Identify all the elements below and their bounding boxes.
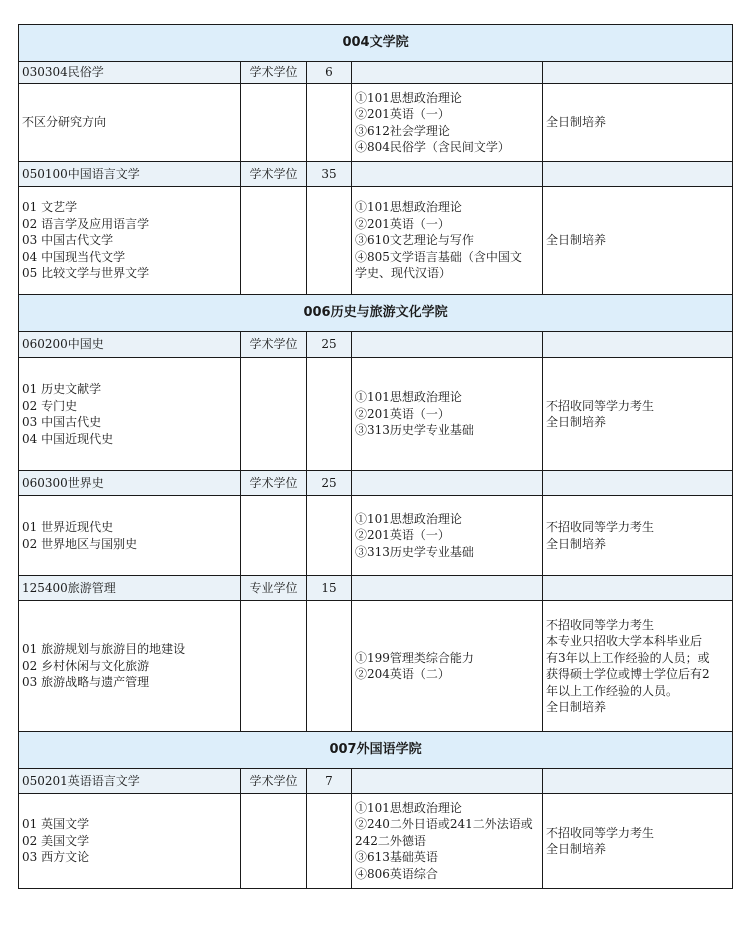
empty-cell	[241, 496, 307, 576]
major-row	[19, 576, 733, 601]
degree-type: 专业学位	[241, 576, 307, 601]
exam-subjects	[352, 84, 543, 162]
enrollment-count: 7	[307, 769, 352, 794]
degree-type: 学术学位	[241, 332, 307, 358]
research-directions-line: 02 美国文学	[22, 833, 90, 848]
remarks	[543, 84, 733, 162]
exam-subjects-line: ②201英语（一）	[355, 107, 450, 121]
exam-subjects-line: ③612社会学理论	[355, 123, 450, 138]
enrollment-count: 35	[307, 162, 352, 187]
degree-type: 学术学位	[241, 62, 307, 84]
exam-subjects-line: ①199管理类综合能力	[355, 650, 474, 665]
empty-cell	[352, 769, 543, 794]
empty-cell	[307, 601, 352, 732]
research-directions-line: 03 中国古代文学	[22, 233, 114, 248]
research-directions-line: 02 世界地区与国别史	[22, 536, 138, 551]
major-detail-row	[19, 187, 733, 295]
research-directions-line: 03 西方文论	[22, 850, 90, 865]
research-directions-line: 01 历史文献学	[22, 382, 102, 396]
college-name: 004文学院	[19, 25, 733, 62]
remarks-line: 本专业只招收大学本科毕业后	[546, 634, 703, 648]
research-directions-line: 03 旅游战略与遗产管理	[22, 675, 150, 690]
major-row	[19, 62, 733, 84]
empty-cell	[352, 471, 543, 496]
remarks	[543, 794, 733, 889]
empty-cell	[307, 496, 352, 576]
degree-type: 学术学位	[241, 162, 307, 187]
major-code-name: 125400旅游管理	[19, 576, 241, 601]
remarks-line: 全日制培养	[546, 415, 607, 429]
research-directions-line: 01 世界近现代史	[22, 520, 114, 534]
research-directions-line: 05 比较文学与世界文学	[22, 266, 150, 281]
empty-cell	[543, 62, 733, 84]
exam-subjects-line: ②201英语（一）	[355, 406, 450, 421]
research-directions-line: 03 中国古代史	[22, 415, 102, 429]
remarks-line: 全日制培养	[546, 233, 607, 248]
exam-subjects-line: ①101思想政治理论	[355, 390, 462, 405]
major-row	[19, 471, 733, 496]
exam-subjects-line: ③313历史学专业基础	[355, 423, 474, 438]
remarks	[543, 601, 733, 732]
exam-subjects-line: 242二外德语	[355, 833, 426, 848]
empty-cell	[543, 471, 733, 496]
exam-subjects	[352, 496, 543, 576]
empty-cell	[307, 187, 352, 295]
exam-subjects-line: ④805文学语言基础（含中国文	[355, 249, 522, 264]
empty-cell	[543, 332, 733, 358]
major-row	[19, 162, 733, 187]
remarks-line: 不招收同等学力考生	[546, 398, 655, 413]
major-detail-row	[19, 84, 733, 162]
research-directions-line: 01 旅游规划与旅游目的地建设	[22, 642, 186, 657]
major-detail-row	[19, 794, 733, 889]
college-header-row	[19, 295, 733, 332]
empty-cell	[241, 601, 307, 732]
exam-subjects-line: ④806英语综合	[355, 866, 438, 881]
remarks-line: 全日制培养	[546, 536, 607, 551]
empty-cell	[543, 769, 733, 794]
exam-subjects-line: ③610文艺理论与写作	[355, 233, 474, 248]
research-directions	[19, 601, 241, 732]
enrollment-count: 6	[307, 62, 352, 84]
remarks-line: 不招收同等学力考生	[546, 617, 655, 632]
exam-subjects-line: ③613基础英语	[355, 850, 438, 865]
major-code-name: 050201英语语言文学	[19, 769, 241, 794]
empty-cell	[307, 794, 352, 889]
degree-type: 学术学位	[241, 769, 307, 794]
research-directions-line: 02 语言学及应用语言学	[22, 216, 150, 231]
empty-cell	[543, 162, 733, 187]
empty-cell	[241, 84, 307, 162]
major-detail-row	[19, 358, 733, 471]
research-directions-line: 04 中国现当代文学	[22, 249, 126, 264]
remarks-line: 获得硕士学位或博士学位后有2	[546, 667, 710, 681]
enrollment-count: 25	[307, 332, 352, 358]
research-directions	[19, 84, 241, 162]
remarks-line: 不招收同等学力考生	[546, 520, 655, 534]
remarks-line: 有3年以上工作经验的人员；或	[546, 650, 710, 665]
remarks-line: 全日制培养	[546, 700, 607, 714]
exam-subjects-line: ③313历史学专业基础	[355, 544, 474, 559]
college-name: 007外国语学院	[19, 732, 733, 769]
catalog-body	[19, 25, 733, 889]
research-directions	[19, 358, 241, 471]
exam-subjects-line: ①101思想政治理论	[355, 90, 462, 105]
exam-subjects-line: ②204英语（二）	[355, 667, 450, 681]
exam-subjects-line: ①101思想政治理论	[355, 800, 462, 815]
enrollment-count: 25	[307, 471, 352, 496]
empty-cell	[543, 576, 733, 601]
research-directions-line: 04 中国近现代史	[22, 431, 114, 446]
remarks-line: 不招收同等学力考生	[546, 825, 655, 840]
exam-subjects-line: ①101思想政治理论	[355, 511, 462, 526]
major-detail-row	[19, 496, 733, 576]
exam-subjects-line: ②201英语（一）	[355, 216, 450, 231]
major-code-name: 030304民俗学	[19, 62, 241, 84]
exam-subjects-line: ①101思想政治理论	[355, 200, 462, 215]
research-directions-line: 02 专门史	[22, 398, 78, 413]
research-directions	[19, 187, 241, 295]
research-directions-line: 02 乡村休闲与文化旅游	[22, 658, 150, 673]
remarks	[543, 187, 733, 295]
major-code-name: 050100中国语言文学	[19, 162, 241, 187]
enrollment-count: 15	[307, 576, 352, 601]
empty-cell	[352, 62, 543, 84]
empty-cell	[241, 794, 307, 889]
remarks-line: 全日制培养	[546, 115, 607, 130]
remarks	[543, 358, 733, 471]
research-directions-line: 不区分研究方向	[22, 115, 107, 130]
empty-cell	[241, 187, 307, 295]
major-row	[19, 769, 733, 794]
college-header-row	[19, 25, 733, 62]
remarks-line: 年以上工作经验的人员。	[546, 683, 679, 698]
exam-subjects-line: 学史、现代汉语）	[355, 266, 452, 281]
major-code-name: 060300世界史	[19, 471, 241, 496]
exam-subjects	[352, 187, 543, 295]
research-directions-line: 01 英国文学	[22, 817, 90, 832]
research-directions-line: 01 文艺学	[22, 200, 78, 215]
research-directions	[19, 794, 241, 889]
empty-cell	[241, 358, 307, 471]
remarks-line: 全日制培养	[546, 842, 607, 856]
exam-subjects	[352, 358, 543, 471]
college-header-row	[19, 732, 733, 769]
research-directions	[19, 496, 241, 576]
remarks	[543, 496, 733, 576]
major-code-name: 060200中国史	[19, 332, 241, 358]
exam-subjects-line: ②240二外日语或241二外法语或	[355, 817, 533, 832]
major-detail-row	[19, 601, 733, 732]
exam-subjects	[352, 794, 543, 889]
empty-cell	[352, 162, 543, 187]
major-row	[19, 332, 733, 358]
empty-cell	[352, 576, 543, 601]
empty-cell	[307, 358, 352, 471]
exam-subjects-line: ②201英语（一）	[355, 528, 450, 543]
empty-cell	[307, 84, 352, 162]
empty-cell	[352, 332, 543, 358]
enrollment-catalog-table	[18, 24, 733, 889]
degree-type: 学术学位	[241, 471, 307, 496]
exam-subjects	[352, 601, 543, 732]
exam-subjects-line: ④804民俗学（含民间文学）	[355, 140, 510, 154]
college-name: 006历史与旅游文化学院	[19, 295, 733, 332]
